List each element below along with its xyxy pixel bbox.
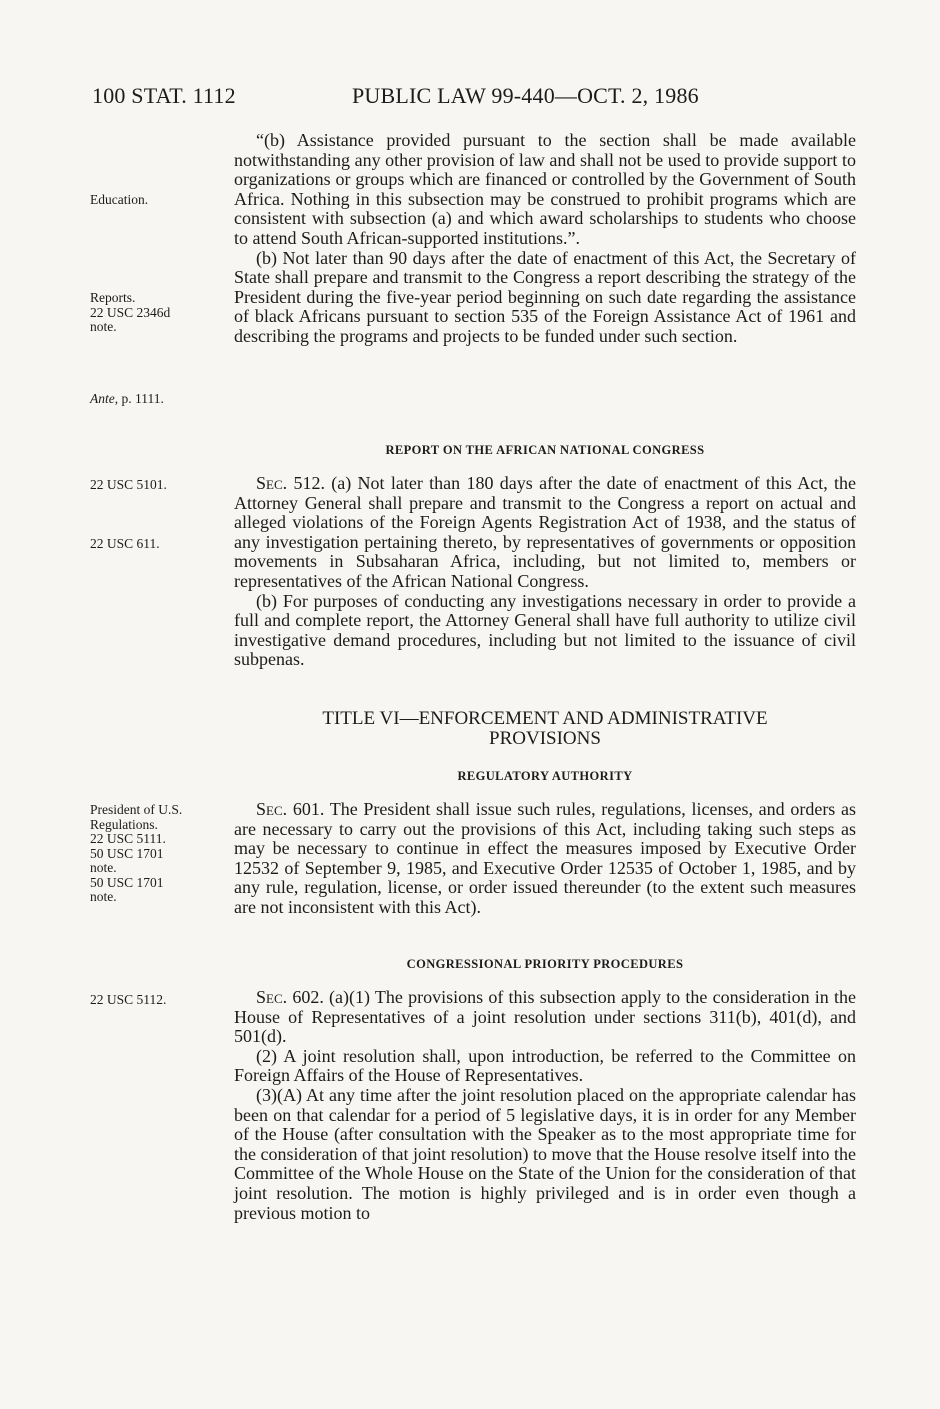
margin-note-line: Regulations. (90, 816, 158, 832)
section-block-602 (234, 988, 856, 1223)
margin-note-reports (90, 291, 225, 335)
margin-note-line: 22 USC 5111. (90, 831, 166, 846)
margin-note-line: note. (90, 319, 117, 334)
margin-note-line: note. (90, 889, 117, 904)
heading-report-anc: REPORT ON THE AFRICAN NATIONAL CONGRESS (385, 443, 705, 457)
paragraph-sec-512-b: (b) For purposes of conducting any investigations necessary in order to provide a full and complete report, the Attorney General shall have full authority to utilize civil investigative demand procedures, including but not limited to the issuance of civil subpenas. (234, 590, 856, 670)
section-label: Sec. (256, 799, 288, 819)
public-law-title: PUBLIC LAW 99-440—OCT. 2, 1986 (352, 83, 699, 108)
title-vi-heading (234, 709, 856, 749)
paragraph-sec-602-a1 (234, 988, 856, 1047)
heading-congressional-priority: CONGRESSIONAL PRIORITY PROCEDURES (406, 957, 684, 971)
margin-note-line: Reports. (90, 290, 136, 305)
section-label: Sec. (256, 473, 288, 493)
margin-note-line: President of U.S. (90, 802, 183, 817)
margin-note-ante: Ante, p. 1111. (90, 391, 164, 406)
margin-note-line: note. (90, 860, 117, 875)
section-text: 512. (a) Not later than 180 days after the date of enactment of this Act, the Attorney General shall prepare and transmit to the Congress a report on actual and alleged violations of the Foreign Agents Registration Act of 1938, and the status of any investigation pertaining thereto, by representatives of governments or opposition movements in Subsaharan Africa, including, but not limited to, members or representatives of the African National Congress. (234, 473, 856, 591)
section-label: Sec. (256, 987, 288, 1007)
margin-note-line: 50 USC 1701 (90, 845, 164, 861)
title-vi-line-2: PROVISIONS (489, 728, 601, 749)
paragraph-b-report: (b) Not later than 90 days after the date of enactment of this Act, the Secretary of State shall prepare and transmit to the Congress a report describing the strategy of the President during the five-year period beginning on such date regarding the assistance of black Africans pursuant to section 535 of the Foreign Assistance Act of 1961 and describing the programs and projects to be funded under such section. (234, 247, 856, 346)
section-block-assistance (234, 131, 856, 347)
paragraph-sec-602-a3: (3)(A) At any time after the joint resolution placed on the appropriate calendar has been on that calendar for a period of 5 legislative days, it is in order for any Member of the House (after consultation with the Speaker as to the most appropriate time for the consideration of that joint resolution) to move that the House resolve itself into the Committee of the Whole House on the State of the Union for the consideration of that joint resolution. The motion is highly privileged and is in order even though a previous motion to (234, 1084, 856, 1223)
paragraph-sec-602-a2: (2) A joint resolution shall, upon introduction, be referred to the Committee on Foreign Affairs of the House of Representatives. (234, 1045, 856, 1086)
margin-note-22-usc-611: 22 USC 611. (90, 536, 160, 551)
margin-note-sec-601 (90, 803, 225, 905)
paragraph-sec-512-a (234, 474, 856, 592)
margin-note-line: 22 USC 2346d (90, 304, 171, 320)
margin-note-education: Education. (90, 192, 149, 207)
margin-note-22-usc-5112: 22 USC 5112. (90, 992, 167, 1007)
section-block-601 (234, 800, 856, 918)
section-text: 601. The President shall issue such rules, regulations, licenses, and orders as are necessary to carry out the provisions of this Act, including taking such steps as may be necessary to continue in effect the measures imposed by Executive Order 12532 of September 9, 1985, and Executive Order 12535 of October 1, 1985, and by any rule, regulation, license, or order issued thereunder (to the extent such measures are not inconsistent with this Act). (234, 799, 857, 917)
statute-page-reference: 100 STAT. 1112 (92, 83, 236, 108)
paragraph-b-assistance: “(b) Assistance provided pursuant to the section shall be made available notwithstanding any other provision of law and shall not be used to provide support to organizations or groups which are financed or controlled by the Government of South Africa. Nothing in this subsection may be construed to prohibit programs which are consistent with subsection (a) and which award scholarships to students who choose to attend South African-supported institutions.”. (234, 130, 856, 248)
section-block-512 (234, 474, 856, 670)
title-vi-line-1: TITLE VI—ENFORCEMENT AND ADMINISTRATIVE (322, 708, 768, 729)
heading-regulatory-authority: REGULATORY AUTHORITY (457, 769, 633, 783)
paragraph-sec-601 (234, 800, 856, 918)
margin-note-22-usc-5101: 22 USC 5101. (90, 477, 167, 492)
section-text: 602. (a)(1) The provisions of this subsection apply to the consideration in the House of Representatives of a joint resolution under sections 311(b), 401(d), and 501(d). (234, 987, 856, 1047)
margin-note-line: 50 USC 1701 (90, 874, 164, 890)
